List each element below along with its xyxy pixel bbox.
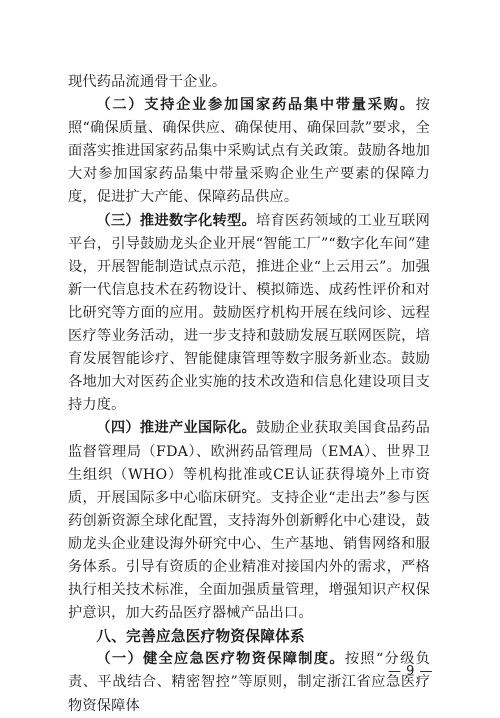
paragraph-text: 按照“分级负责、平战结合、精密智控”等原则，制定浙江省应急医疗物资保障体	[68, 651, 430, 714]
paragraph-centralized-procurement	[68, 94, 430, 209]
paragraph-internationalization	[68, 417, 430, 625]
paragraph-lead: （二）支持企业参加国家药品集中带量采购。	[96, 97, 416, 114]
paragraph-digital-transformation	[68, 210, 430, 418]
paragraph-emergency-supplies	[68, 648, 430, 717]
paragraph-lead: （三）推进数字化转型。	[96, 212, 256, 229]
paragraph-continuation	[68, 71, 430, 94]
document-body	[68, 71, 430, 718]
paragraph-lead: （四）推进产业国际化。	[96, 420, 256, 437]
paragraph-text: 培育医药领域的工业互联网平台，引导鼓励龙头企业开展“智能工厂”“数字化车间”建设，开展智能制造试点示范，推进企业“上云用云”。加强新一代信息技术在药物设计、模拟筛选、成药性评价和对比研究等方面的应用。鼓励医疗机构开展在线问诊、远程医疗等业务活动，进一步支持和鼓励发展互联网医院，培育发展智能诊疗、智能健康管理等数字服务新业态。鼓励各地加大对医药企业实施的技术改造和信息化建设项目支持力度。	[68, 212, 430, 414]
paragraph-lead: （一）健全应急医疗物资保障制度。	[96, 651, 345, 668]
paragraph-text: 按照“确保质量、确保供应、确保使用、确保回款”要求，全面落实推进国家药品集中采购试点有关政策。鼓励各地加大对参加国家药品集中带量采购企业生产要素的保障力度，促进扩大产能、保障药品供应。	[68, 97, 430, 206]
section-heading: 八、完善应急医疗物资保障体系	[96, 628, 305, 646]
paragraph-text: 现代药品流通骨干企业。	[68, 74, 227, 90]
paragraph-text: 鼓励企业获取美国食品药品监督管理局（FDA）、欧洲药品管理局（EMA）、世界卫生组织（WHO）等机构批准或CE认证获得境外上市资质，开展国际多中心临床研究。支持企业“走出去”参与医药创新资源全球化配置，支持海外创新孵化中心建设，鼓励龙头企业建设海外研究中心、生产基地、销售网络和服务体系。引导有资质的企业精准对接国内外的需求，严格执行相关技术标准，全面加强质量管理，增强知识产权保护意识，加大药品医疗器械产品出口。	[68, 420, 430, 622]
page-number: — 9 —	[388, 664, 434, 679]
